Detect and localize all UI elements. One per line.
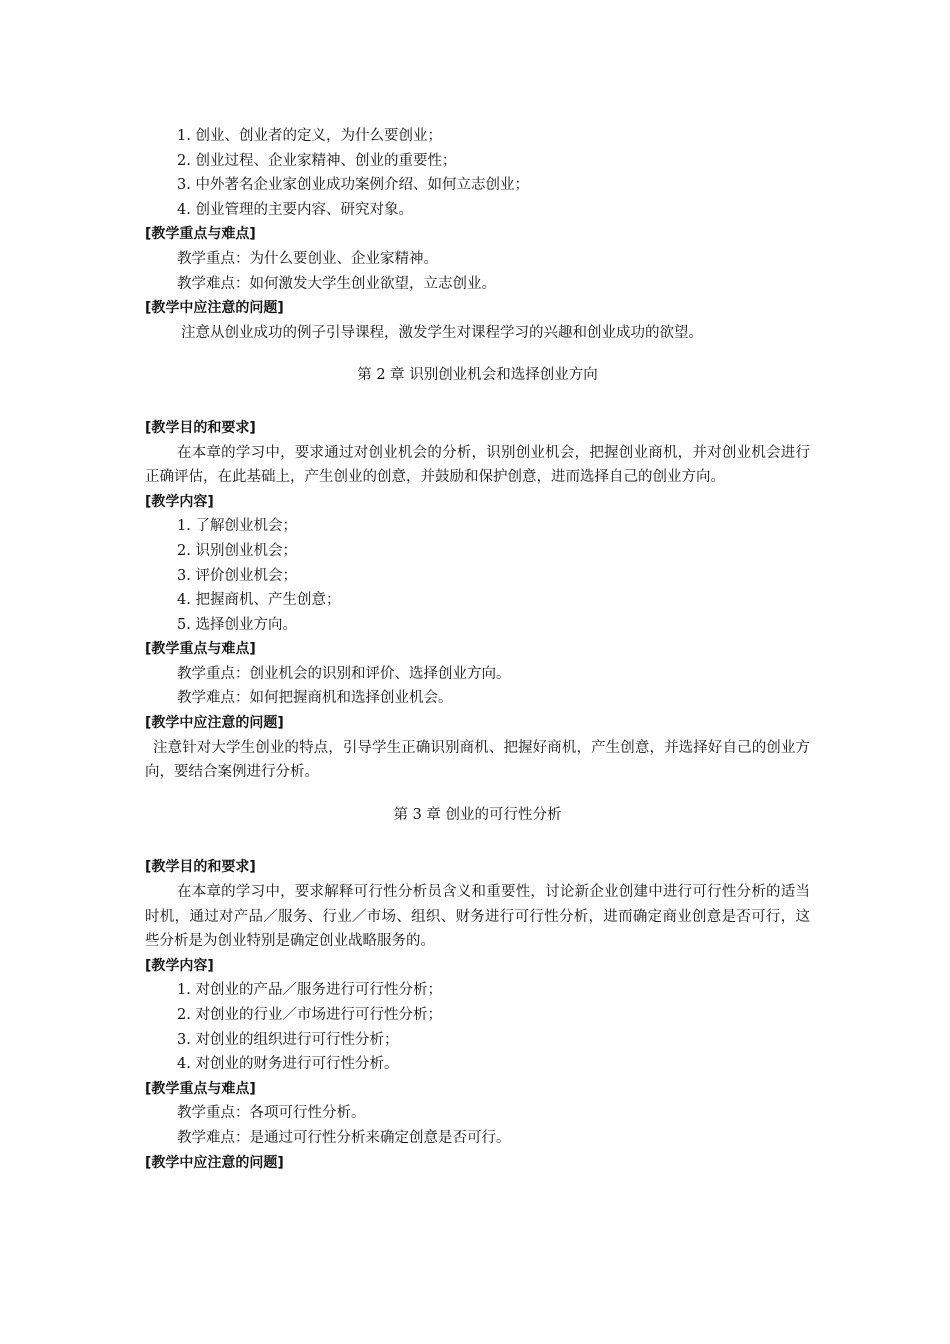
aims-heading: [教学目的和要求] <box>145 419 256 436</box>
content-item-1: 1. 创业、创业者的定义，为什么要创业； <box>177 128 442 144</box>
content-item-4: 4. 对创业的财务进行可行性分析。 <box>177 1056 399 1073</box>
content-heading: [教学内容] <box>145 493 214 510</box>
difficulty-text: 教学难点：如何激发大学生创业欲望，立志创业。 <box>177 275 496 292</box>
content-item-5: 5. 选择创业方向。 <box>177 616 297 633</box>
content-item-3: 3. 评价创业机会； <box>177 567 297 584</box>
key-points-heading: [教学重点与难点] <box>145 226 256 243</box>
document-page <box>145 124 810 1175</box>
difficulty-text: 教学难点：是通过可行性分析来确定创意是否可行。 <box>177 1129 511 1146</box>
content-item-1: 1. 对创业的产品／服务进行可行性分析； <box>177 982 442 999</box>
notes-heading: [教学中应注意的问题] <box>145 715 284 732</box>
content-item-3: 3. 中外著名企业家创业成功案例介绍、如何立志创业； <box>177 177 529 194</box>
notes-paragraph: 注意针对大学生创业的特点，引导学生正确识别商机、把握好商机，产生创意，并选择好自己的创业方向，要结合案例进行分析。 <box>145 739 810 781</box>
key-points-heading: [教学重点与难点] <box>145 1080 256 1097</box>
content-item-2: 2. 对创业的行业／市场进行可行性分析； <box>177 1007 442 1023</box>
aims-paragraph: 在本章的学习中，要求解释可行性分析员含义和重要性，讨论新企业创建中进行可行性分析的适当时机，通过对产品／服务、行业／市场、组织、财务进行可行性分析，进而确定商业创意是否可行，这些分析是为创业特别是确定创业战略服务的。 <box>145 884 810 950</box>
difficulty-text: 教学难点：如何把握商机和选择创业机会。 <box>177 690 453 707</box>
notes-heading: [教学中应注意的问题] <box>145 1154 284 1171</box>
content-item-4: 4. 创业管理的主要内容、研究对象。 <box>177 201 413 218</box>
chapter-3-title: 第 3 章 创业的可行性分析 <box>393 806 562 823</box>
chapter-2-title: 第 2 章 识别创业机会和选择创业方向 <box>357 367 598 384</box>
aims-heading: [教学目的和要求] <box>145 859 256 876</box>
content-item-2: 2. 识别创业机会； <box>177 542 297 559</box>
key-point-text: 教学重点：为什么要创业、企业家精神。 <box>177 250 438 267</box>
key-point-text: 教学重点：创业机会的识别和评价、选择创业方向。 <box>177 665 511 682</box>
notes-heading: [教学中应注意的问题] <box>145 300 284 317</box>
content-item-3: 3. 对创业的组织进行可行性分析； <box>177 1031 399 1048</box>
notes-text: 注意从创业成功的例子引导课程，激发学生对课程学习的兴趣和创业成功的欲望。 <box>181 324 703 341</box>
content-heading: [教学内容] <box>145 957 214 974</box>
aims-paragraph: 在本章的学习中，要求通过对创业机会的分析，识别创业机会，把握创业商机，并对创业机会进行正确评估，在此基础上，产生创业的创意，并鼓励和保护创意，进而选择自己的创业方向。 <box>145 444 810 486</box>
content-item-2: 2. 创业过程、企业家精神、创业的重要性； <box>177 152 457 169</box>
key-point-text: 教学重点：各项可行性分析。 <box>177 1105 366 1122</box>
key-points-heading: [教学重点与难点] <box>145 641 256 658</box>
content-item-1: 1. 了解创业机会； <box>177 518 297 535</box>
content-item-4: 4. 把握商机、产生创意； <box>177 592 341 609</box>
